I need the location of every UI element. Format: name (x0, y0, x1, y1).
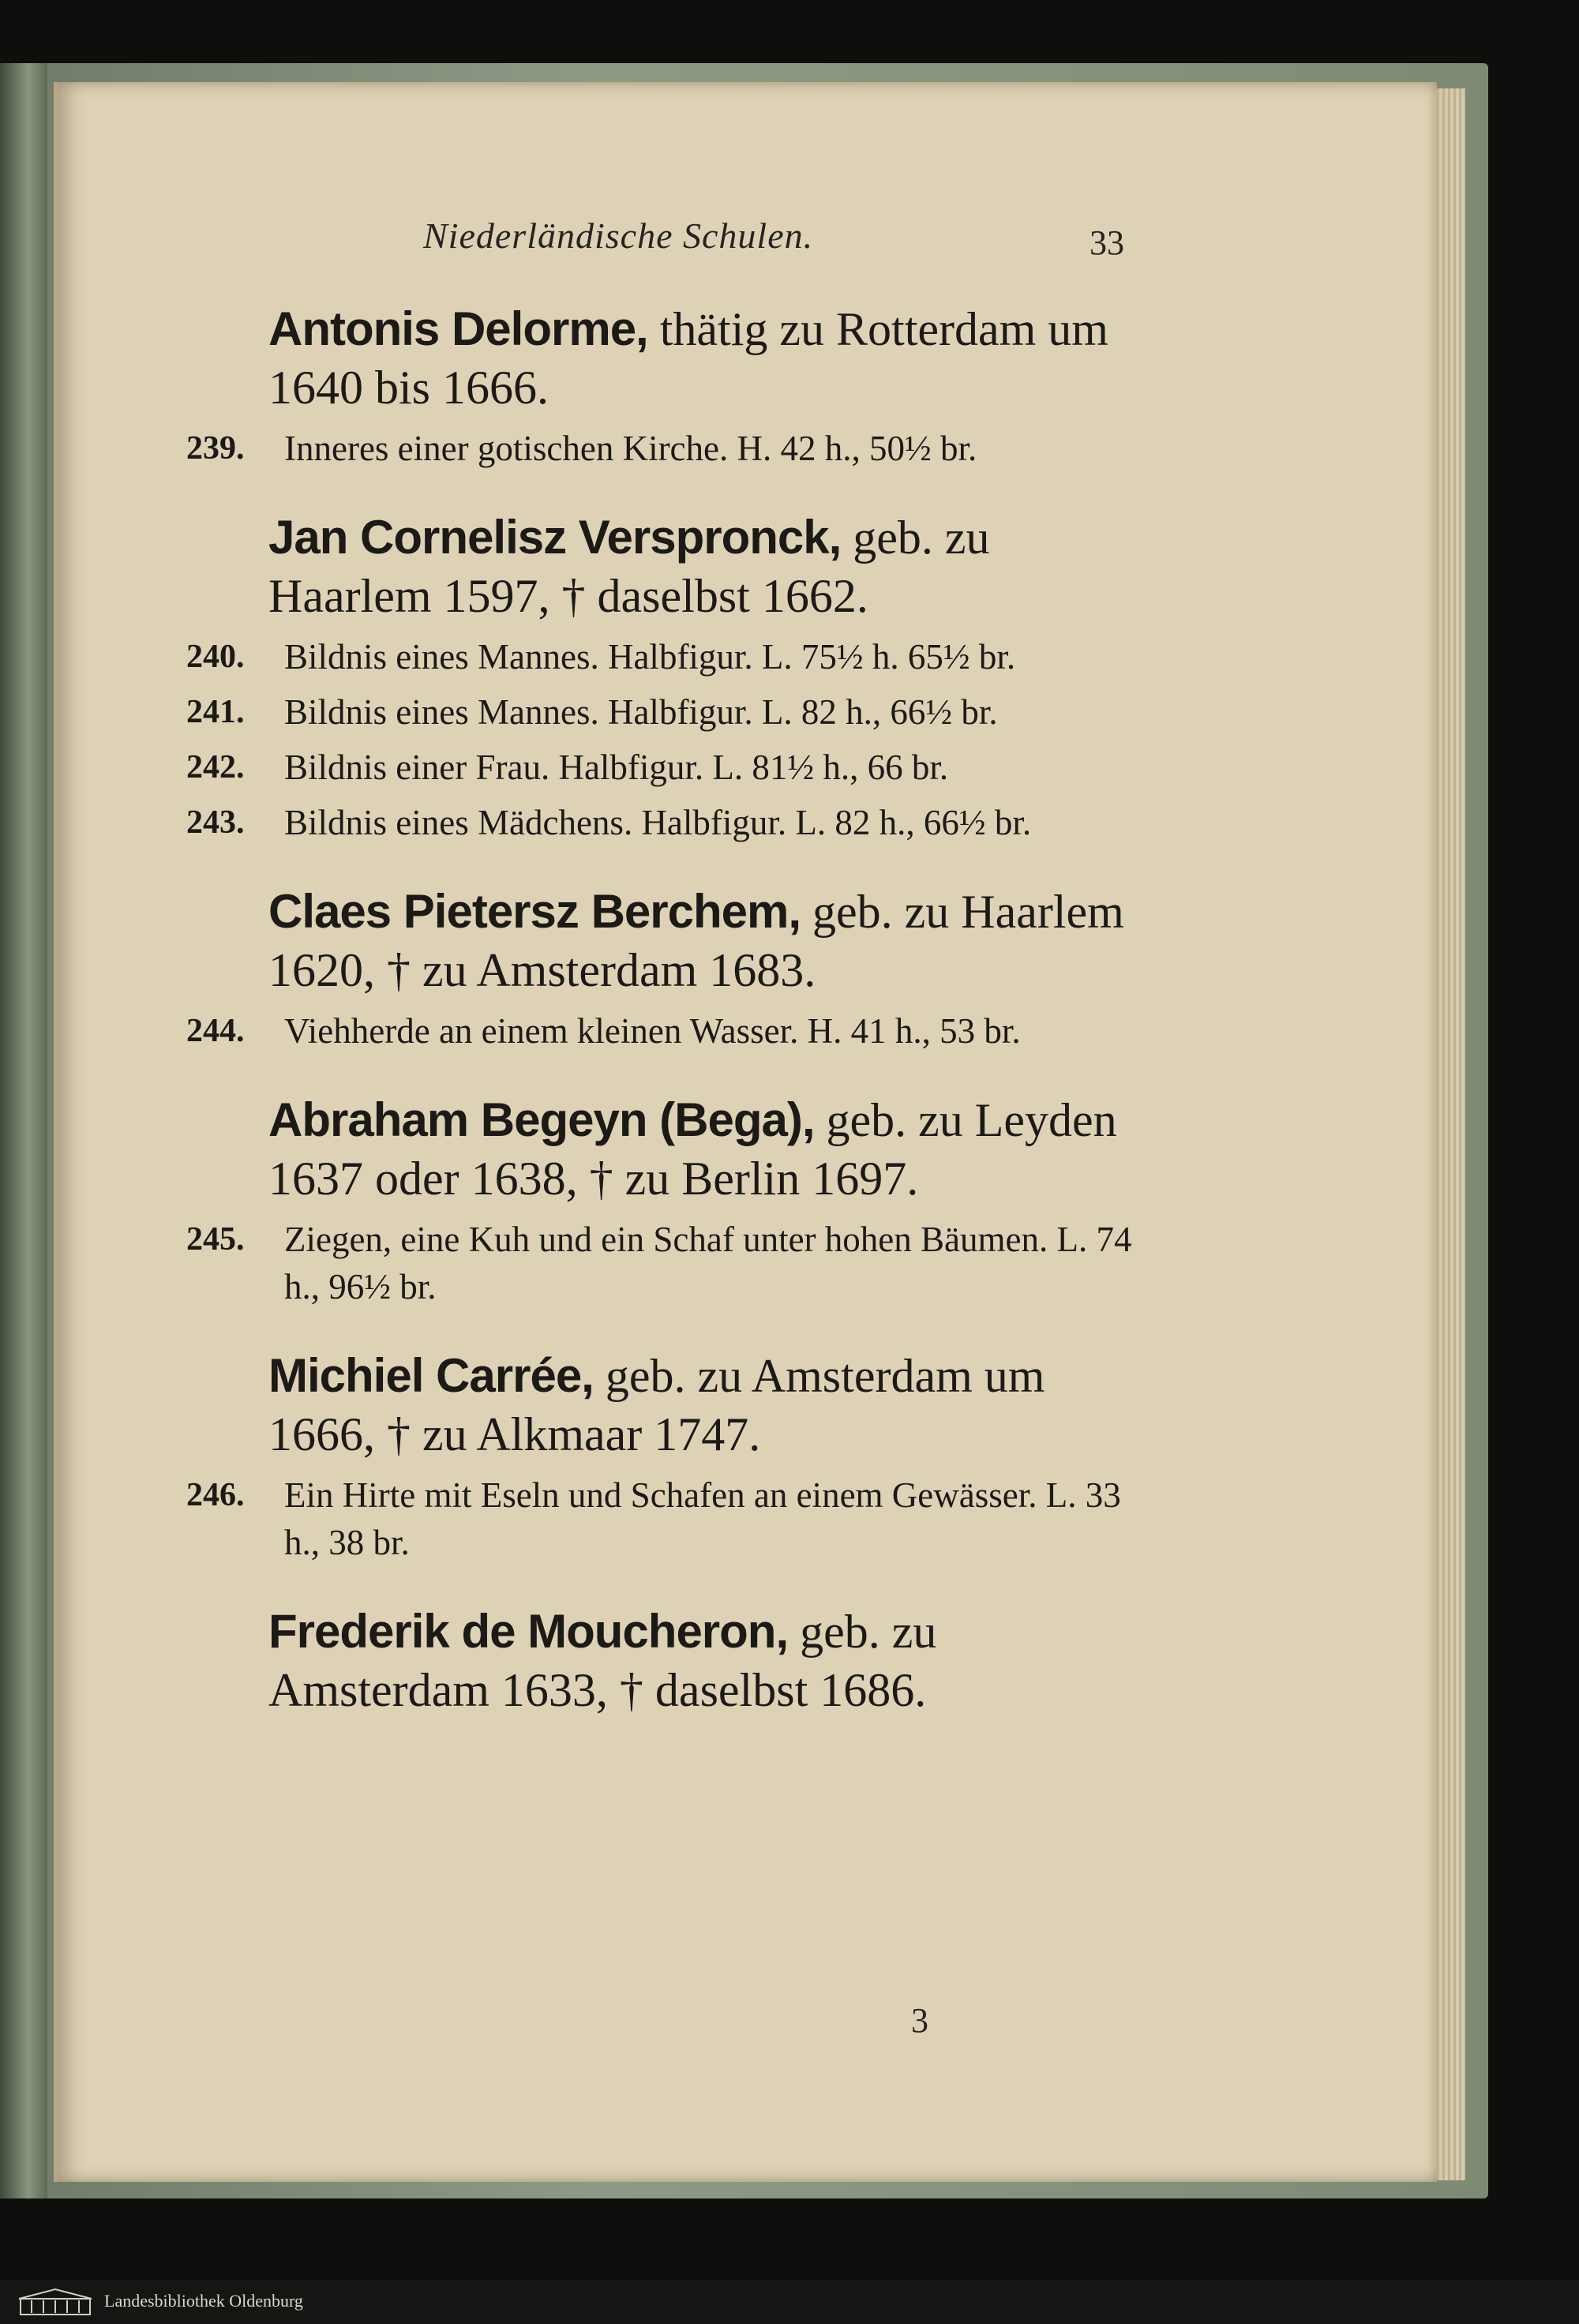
library-building-icon (16, 2286, 95, 2318)
entry-description: Ein Hirte mit Eseln und Schafen an einem Gewässer. L. 33 h., 38 br. (284, 1475, 1121, 1562)
book-spine (0, 63, 47, 2198)
artist-heading (268, 300, 1153, 417)
library-credit: Landesbibliothek Oldenburg (104, 2291, 303, 2311)
artist-heading (268, 1602, 1153, 1719)
catalogue-entry (186, 799, 1153, 846)
catalogue-entry (186, 633, 1153, 680)
artist-heading (268, 508, 1153, 625)
artist-name: Antonis Delorme, (268, 302, 648, 355)
catalogue-entry (186, 1216, 1153, 1310)
artist-heading (268, 1347, 1153, 1464)
artist-life-dates: geb. zu Haarlem 1597, † daselbst 1662. (268, 512, 990, 622)
entry-number: 241. (186, 694, 245, 730)
artist-heading (268, 883, 1153, 999)
artist-life-dates: geb. zu Amsterdam um 1666, † zu Alkmaar 1747. (268, 1350, 1045, 1460)
page-number: 33 (1090, 223, 1124, 262)
entry-description: Inneres einer gotischen Kirche. H. 42 h., 50½ br. (284, 429, 977, 468)
artist-name: Abraham Begeyn (Bega), (268, 1093, 815, 1146)
artist-life-dates: geb. zu Amsterdam 1633, † daselbst 1686. (268, 1606, 937, 1716)
catalogue-entry (186, 744, 1153, 791)
entry-number: 243. (186, 804, 245, 841)
entry-number: 240. (186, 639, 245, 675)
entry-description: Bildnis eines Mannes. Halbfigur. L. 82 h., 66½ br. (284, 692, 998, 732)
entry-description: Bildnis einer Frau. Halbfigur. L. 81½ h., 66 br. (284, 748, 949, 787)
catalogue-entry (186, 1471, 1153, 1566)
catalogue-entry (186, 425, 1153, 472)
artist-name: Claes Pietersz Berchem, (268, 885, 801, 938)
running-head: Niederländische Schulen. (423, 216, 814, 256)
entry-description: Ziegen, eine Kuh und ein Schaf unter hohen Bäumen. L. 74 h., 96½ br. (284, 1220, 1132, 1306)
page-edges (1434, 88, 1465, 2180)
artist-life-dates: geb. zu Haarlem 1620, † zu Amsterdam 1683. (268, 886, 1124, 996)
catalogue-entries (186, 300, 1153, 1719)
artist-name: Frederik de Moucheron, (268, 1605, 789, 1658)
entry-number: 242. (186, 749, 245, 785)
catalogue-entry (186, 688, 1153, 736)
artist-life-dates: geb. zu Leyden 1637 oder 1638, † zu Berlin 1697. (268, 1094, 1117, 1205)
entry-number: 244. (186, 1013, 245, 1049)
signature-mark: 3 (911, 2001, 928, 2040)
artist-name: Jan Cornelisz Verspronck, (268, 511, 842, 564)
entry-description: Viehherde an einem kleinen Wasser. H. 41 h., 53 br. (284, 1011, 1021, 1051)
entry-number: 246. (186, 1477, 245, 1513)
entry-number: 239. (186, 430, 245, 467)
entry-description: Bildnis eines Mädchens. Halbfigur. L. 82 h., 66½ br. (284, 803, 1032, 842)
artist-heading (268, 1091, 1153, 1208)
entry-description: Bildnis eines Mannes. Halbfigur. L. 75½ h. 65½ br. (284, 637, 1016, 677)
entry-number: 245. (186, 1221, 245, 1258)
artist-life-dates: thätig zu Rotterdam um 1640 bis 1666. (268, 303, 1108, 414)
catalogue-entry (186, 1007, 1153, 1055)
artist-name: Michiel Carrée, (268, 1349, 594, 1402)
